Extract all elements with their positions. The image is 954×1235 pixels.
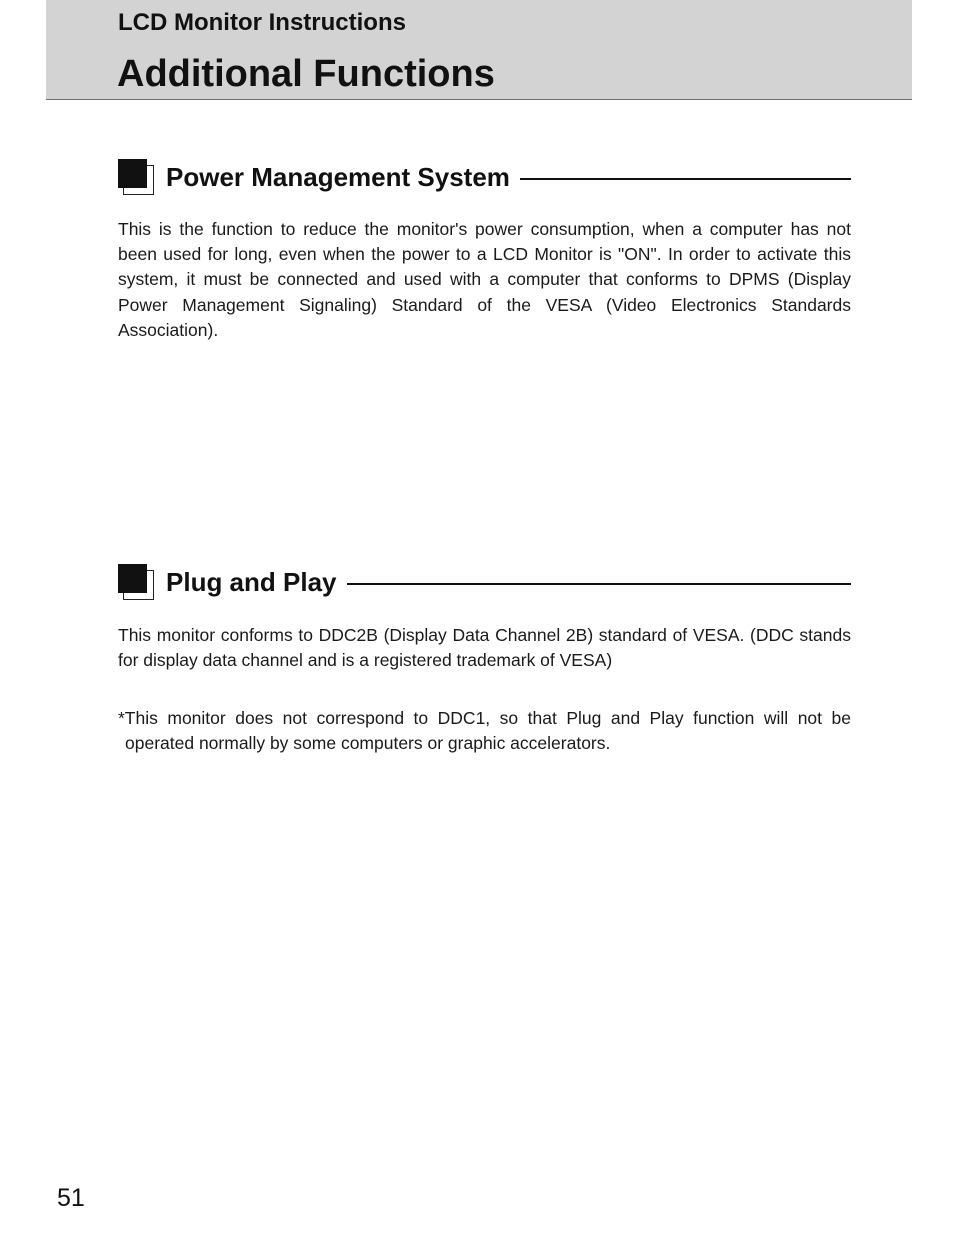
section-paragraph: This monitor conforms to DDC2B (Display Data Channel 2B) standard of VESA. (DDC stands for display data channel and is a registered trademark of VESA)	[118, 625, 851, 671]
section-marker-icon	[118, 564, 155, 600]
footnote: *This monitor does not correspond to DDC1, so that Plug and Play function will not be operated normally by some computers or graphic accelerators.	[118, 708, 851, 754]
section-title: Power Management System	[166, 161, 510, 192]
section-heading-power-management	[118, 159, 851, 195]
section-marker-icon	[118, 159, 155, 195]
header-band	[46, 0, 912, 100]
page-title: Additional Functions	[117, 53, 495, 95]
section-rule	[347, 583, 852, 585]
section-title: Plug and Play	[166, 566, 337, 597]
page-number: 51	[57, 1184, 85, 1212]
header-subtitle: LCD Monitor Instructions	[118, 9, 406, 36]
section-heading-plug-and-play	[118, 564, 851, 600]
section-paragraph: This is the function to reduce the monitor's power consumption, when a computer has not been used for long, even when the power to a LCD Monitor is "ON". In order to activate this system, it must be connected and used with a computer that conforms to DPMS (Display Power Management Signaling) Standard of the VESA (Video Electronics Standards Association).	[118, 219, 851, 340]
section-rule	[520, 178, 851, 180]
